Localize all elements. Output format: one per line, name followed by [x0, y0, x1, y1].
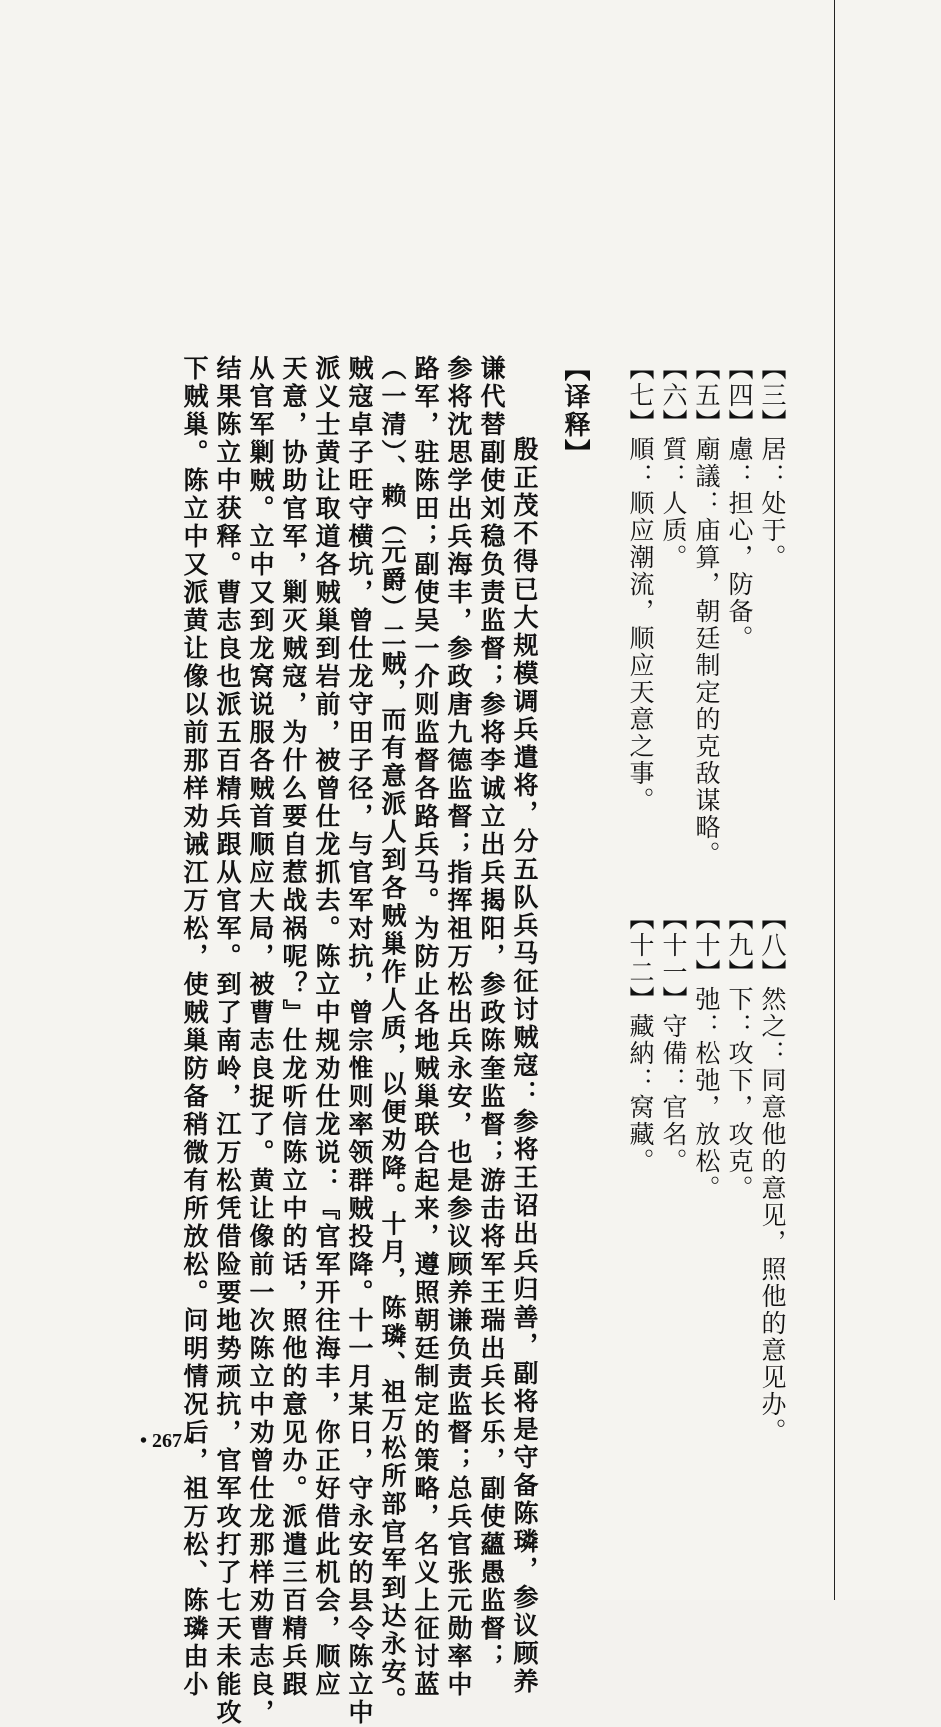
page-edge-line: [834, 0, 835, 1600]
note-8: 【八】然之：同意他的意见，照他的意见办。: [758, 905, 787, 1445]
body-column-9: 从官军剿贼。立中又到龙窝说服各贼首顺应大局，被曹志良捉了。黄让像前一次陈立中劝曾仕龙那样劝曹志良，: [246, 355, 275, 1727]
note-4: 【四】慮：担心，防备。: [725, 355, 754, 652]
body-column-11: 下贼巢。陈立中又派黄让像以前那样劝诫江万松，使贼巢防备稍微有所放松。问明情况后，祖万松、陈璘由小: [180, 355, 209, 1699]
body-column-2: 谦代替副使刘稳负责监督；参将李诚立出兵揭阳，参政陈奎监督；游击将军王瑞出兵长乐，副使蘊愚监督；: [477, 355, 506, 1671]
body-column-7: 派义士黄让取道各贼巢到岩前，被曾仕龙抓去。陈立中规劝仕龙说：『官军开往海丰，你正好借此机会，顺应: [312, 355, 341, 1699]
body-column-10: 结果陈立中获释。曹志良也派五百精兵跟从官军。到了南岭，江万松凭借险要地势顽抗，官军攻打了七天未能攻: [213, 355, 242, 1727]
note-5: 【五】廟議：庙算，朝廷制定的克敌谋略。: [692, 355, 721, 868]
note-9: 【九】下：攻下，攻克。: [725, 905, 754, 1202]
note-6: 【六】質：人质。: [659, 355, 688, 571]
body-column-6: 贼寇卓子旺守横坑，曾仕龙守田子径，与官军对抗，曾宗惟则率领群贼投降。十一月某日，守永安的县令陈立中: [345, 355, 374, 1727]
page-number: • 267 •: [140, 1430, 195, 1452]
body-column-3: 参将沈思学出兵海丰，参政唐九德监督；指挥祖万松出兵永安，也是参议顾养谦负责监督；总兵官张元勋率中: [444, 355, 473, 1699]
note-11: 【十一】守備：官名。: [659, 905, 688, 1175]
body-column-8: 天意，协助官军，剿灭贼寇，为什么要自惹战祸呢？』仕龙听信陈立中的话，照他的意见办。派遣三百精兵跟: [279, 355, 308, 1699]
body-column-4: 路军，驻陈田；副使吴一介则监督各路兵马。为防止各地贼巢联合起来，遵照朝廷制定的策略，名义上征讨蓝: [411, 355, 440, 1699]
body-column-5: （一清）、赖（元爵）二贼，而有意派人到各贼巢作人质，以便劝降。十月，陈璘、祖万松所部官军到达永安。: [378, 355, 407, 1715]
note-10: 【十】弛：松弛，放松。: [692, 905, 721, 1202]
note-7: 【七】順：顺应潮流，顺应天意之事。: [626, 355, 655, 814]
note-3: 【三】居：处于。: [758, 355, 787, 571]
note-12: 【十二】藏納：窝藏。: [626, 905, 655, 1175]
section-heading: 【译释】: [560, 355, 590, 467]
body-column-1: 殷正茂不得已大规模调兵遣将，分五队兵马征讨贼寇：参将王诏出兵归善，副将是守备陈璘，参议顾养: [510, 380, 539, 1696]
